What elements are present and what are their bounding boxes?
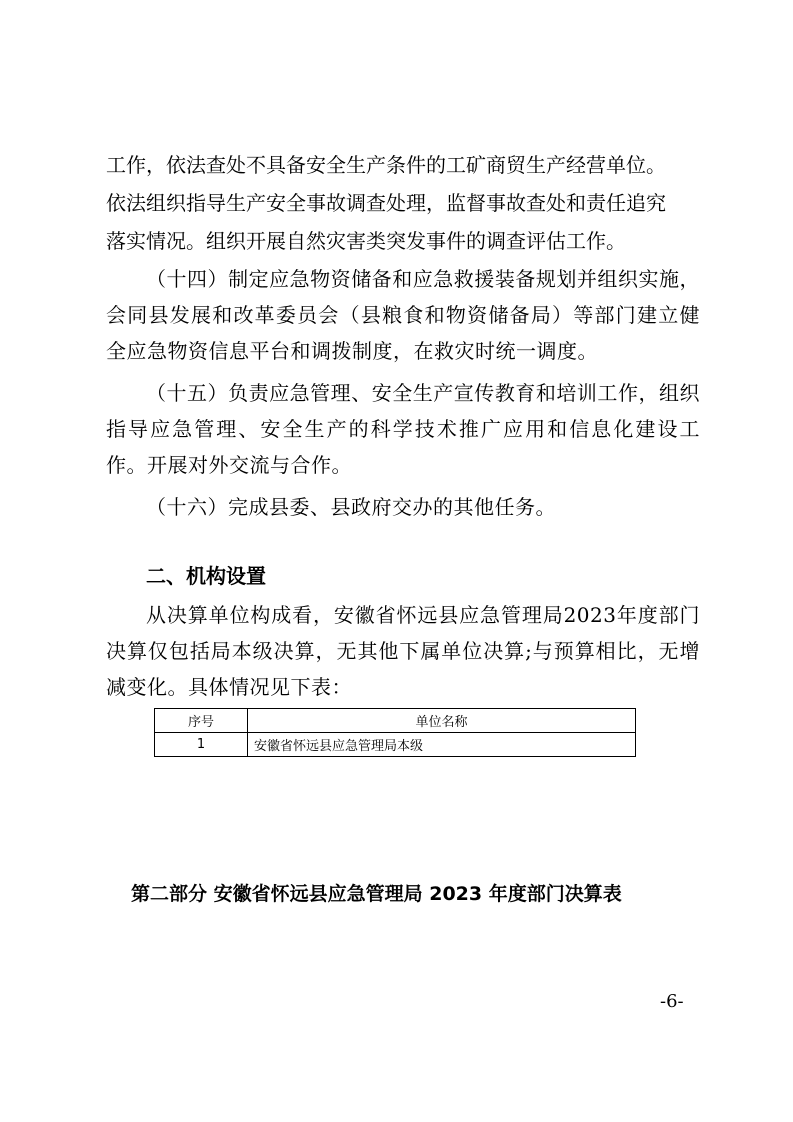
table-header-no: 序号 bbox=[155, 709, 248, 733]
paragraph-item-15: （十五）负责应急管理、安全生产宣传教育和培训工作，组织指导应急管理、安全生产的科学技术推广应用和信息化建设工作。开展对外交流与合作。 bbox=[106, 381, 700, 477]
section-heading-org-setup: 二、机构设置 bbox=[146, 564, 266, 588]
table-header-row bbox=[155, 709, 636, 733]
body-line-1: 工作，依法查处不具备安全生产条件的工矿商贸生产经营单位。 bbox=[106, 153, 666, 177]
paragraph-item-14: （十四）制定应急物资储备和应急救援装备规划并组织实施，会同县发展和改革委员会（县粮食和物资储备局）等部门建立健全应急物资信息平台和调拨制度，在救灾时统一调度。 bbox=[106, 267, 700, 363]
paragraph-item-16: （十六）完成县委、县政府交办的其他任务。 bbox=[146, 495, 556, 519]
body-line-2: 依法组织指导生产安全事故调查处理，监督事故查处和责任追究 bbox=[106, 191, 666, 215]
table-row bbox=[155, 733, 636, 757]
table-cell-no: 1 bbox=[155, 733, 248, 757]
body-line-3: 落实情况。组织开展自然灾害类突发事件的调查评估工作。 bbox=[106, 229, 626, 253]
part-two-title: 第二部分 安徽省怀远县应急管理局 2023 年度部门决算表 bbox=[131, 883, 622, 905]
table-cell-name: 安徽省怀远县应急管理局本级 bbox=[248, 733, 636, 757]
page-number: -6- bbox=[660, 991, 684, 1012]
paragraph-org-setup: 从决算单位构成看，安徽省怀远县应急管理局2023年度部门决算仅包括局本级决算，无其他下属单位决算;与预算相比，无增减变化。具体情况见下表： bbox=[106, 603, 700, 699]
table-header-name: 单位名称 bbox=[248, 709, 636, 733]
unit-table bbox=[154, 708, 636, 757]
